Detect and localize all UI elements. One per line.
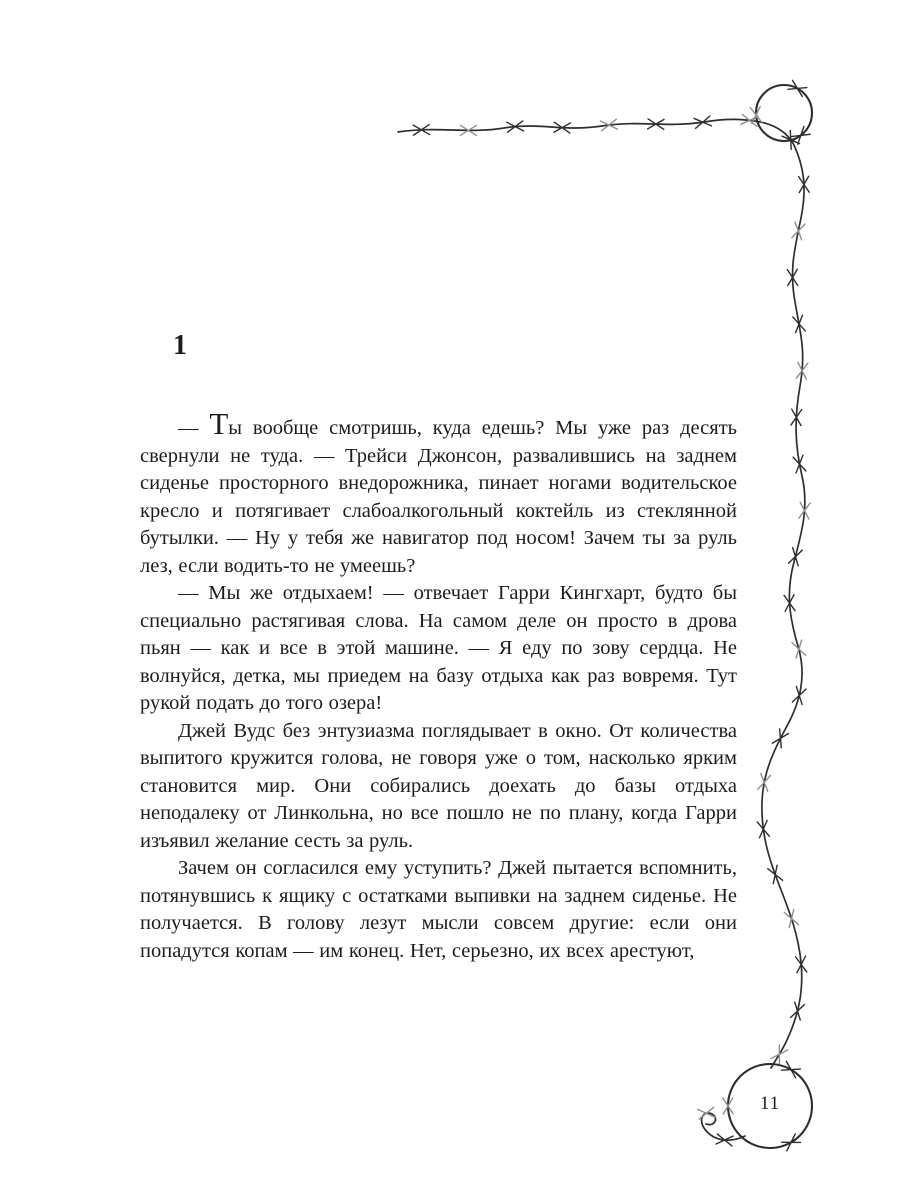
paragraph: Джей Вудс без энтузиазма поглядывает в окно. От количества выпитого кружится голова, не говоря уже о том, насколько ярким становится мир. Они собирались доехать до базы отдыха неподалеку от Линкольна, но все пошло не по плану, когда Гарри изъявил желание сесть за руль. <box>140 719 737 852</box>
chapter-initial-letter: Т <box>209 406 229 441</box>
chapter-number: 1 <box>173 330 187 361</box>
barbed-wire-tail <box>702 1113 745 1140</box>
text-block <box>140 406 738 965</box>
paragraph: — Мы же отдыхаем! — отвечает Гарри Кингхарт, будто бы специально растягивая слова. На самом деле он просто в дрова пьян — как и все в этой машине. — Я еду по зову сердца. Не волнуйся, детка, мы приедем на базу отдыха как раз вовремя. Тут рукой подать до того озера! <box>140 582 737 714</box>
barbed-wire-top-loop <box>756 85 812 141</box>
page-number: 11 <box>759 1093 781 1114</box>
dialogue-dash: — <box>178 417 210 439</box>
paragraph-opening <box>140 406 738 580</box>
paragraph-text: ы вообще смотришь, куда едешь? Мы уже раз десять свернули не туда. — Трейси Джонсон, развалившись на заднем сиденье просторного внедорожника, пинает ногами водительское кресло и потягивает слабоалкогольный коктейль из стеклянной бутылки. — Ну у тебя же навигатор под носом! Зачем ты за руль лез, если водить-то не умеешь? <box>140 417 738 577</box>
paragraph: Зачем он согласился ему уступить? Джей пытается вспомнить, потянувшись к ящику с остатками выпивки на заднем сиденье. Не получается. В голову лезут мысли совсем другие: если они попадутся копам — им конец. Нет, серьезно, их всех арестуют, <box>140 857 737 962</box>
